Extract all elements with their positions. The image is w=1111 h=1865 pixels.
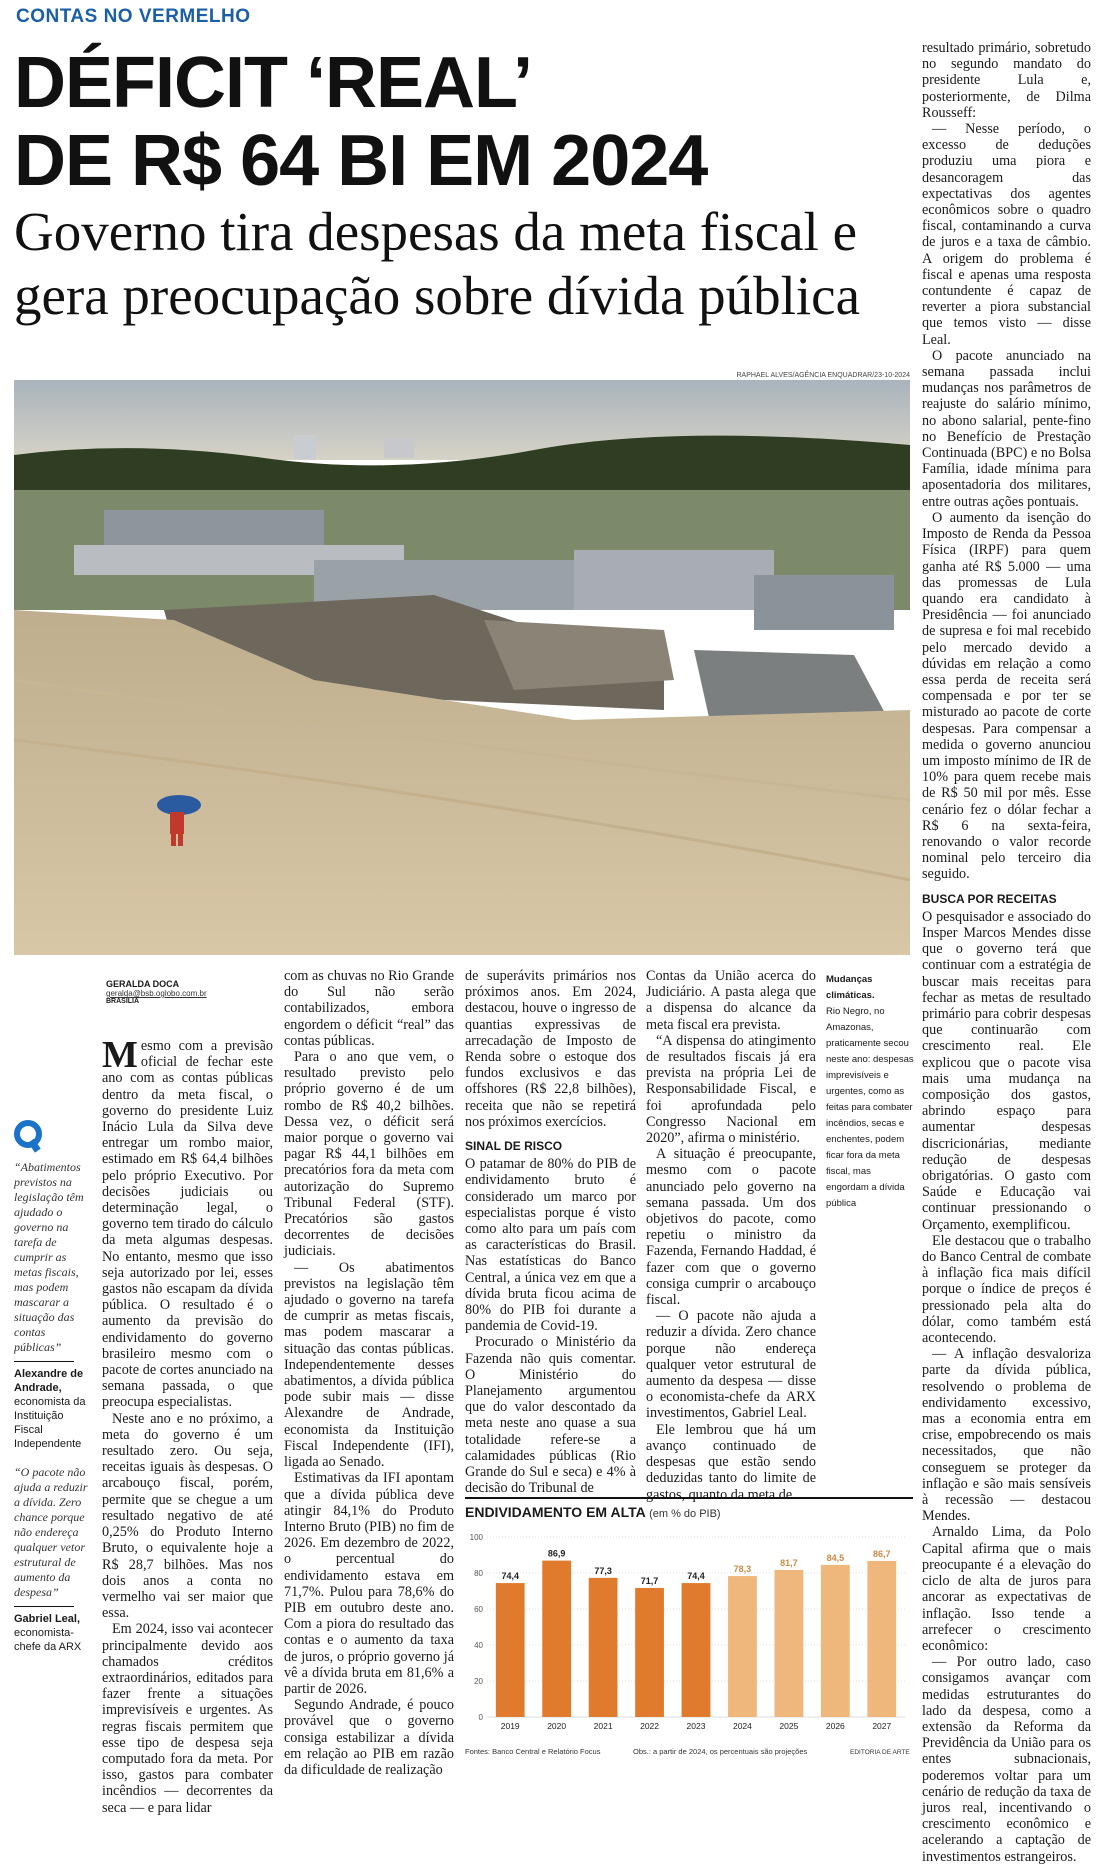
section-heading-busca-por-receitas: BUSCA POR RECEITAS <box>922 891 1057 906</box>
byline-name: GERALDA DOCA <box>106 979 180 989</box>
y-tick-label: 40 <box>474 1641 483 1650</box>
x-tick-label: 2027 <box>872 1721 892 1731</box>
bar-2026 <box>821 1565 850 1717</box>
paragraph: Em 2024, isso vai acontecer principalmente devido aos chamados créditos extraordinários, editados para fazer frente a situações imprevisíveis e urgentes. As regras fiscais permitem que esse tipo de despesa seja computado fora da meta. Por isso, gastos para combater incêndios — decorrentes da seca — e para lidar <box>102 1621 273 1816</box>
paragraph: Mesmo com a previsão oficial de fechar este ano com as contas públicas dentro da meta fiscal, o governo do presidente Luiz Inácio Lula da Silva deve entregar um rombo maior, estimado em R$ 64,4 bilhões pelo próprio Executivo. Por decisões judiciais ou determinação legal, o governo tem tirado do cálculo da meta algumas despesas. No entanto, mesmo que isso seja autorizado por lei, esses gastos não escapam da dívida pública. O resultado é o aumento da previsão do endividamento do governo brasileiro mesmo com o pacote de cortes anunciado na semana passada, o que preocupa especialistas. <box>102 1034 273 1411</box>
y-tick-label: 60 <box>474 1605 483 1614</box>
paragraph: de superávits primários nos próximos anos. Em 2024, destacou, houve o ingresso de quantias expressivas de arrecadação de Imposto de Renda sobre o estoque dos fundos exclusivos e das offshores (R$ 22,8 bilhões), receita que não se repetirá nos próximos exercícios. <box>465 968 636 1130</box>
headline <box>14 44 914 200</box>
paragraph: “A dispensa do atingimento de resultados fiscais já era prevista na própria Lei de Responsabilidade Fiscal, e foi aprofundada pelo Congresso Nacional em 2020”, afirma o ministério. <box>646 1032 816 1147</box>
paragraph: O pesquisador e associado do Insper Marcos Mendes disse que o governo terá que continuar com a estratégia de buscar mais receitas para fechar as metas de resultado primário para cobrir despesas que continuarão com crescimento real. Ele explicou que o pacote visa mais uma mudança na composição dos gastos, abrindo espaço para aumentar despesas discricionárias, mediante redução de despesas obrigatórias. O gasto com Saúde e Educação vai continuar pressionando o Orçamento, exemplificou. <box>922 908 1091 1233</box>
subheadline-line-2: gera preocupação sobre dívida pública <box>14 265 861 326</box>
quote-divider <box>14 1361 74 1362</box>
lead-photo <box>14 380 910 955</box>
bar-2022 <box>635 1588 664 1717</box>
chart-source: Fontes: Banco Central e Relatório Focus <box>465 1747 601 1756</box>
quote-divider <box>14 1606 74 1607</box>
x-tick-label: 2021 <box>593 1721 613 1731</box>
x-tick-label: 2024 <box>732 1721 752 1731</box>
data-label: 78,3 <box>733 1564 752 1575</box>
photo-credit: RAPHAEL ALVES/AGÊNCIA ENQUADRAR/23-10-2024 <box>736 372 910 379</box>
paragraph: Arnaldo Lima, da Polo Capital afirma que o mais preocupante é a elevação do ciclo de alta de juros para ancorar as expectativas de inflação. Isso tende a arrefecer o crescimento econômico: <box>922 1524 1091 1654</box>
data-label: 84,5 <box>826 1552 845 1563</box>
x-tick-label: 2026 <box>825 1721 845 1731</box>
data-label: 86,9 <box>547 1548 566 1559</box>
paragraph: Ele lembrou que há um avanço continuado de despesas que estão sendo deduzidas tanto do limite de gastos, quanto da meta de <box>646 1421 816 1503</box>
paragraph: — Por outro lado, caso consigamos avançar com medidas estruturantes do lado da despesa, como a extensão da Reforma da Previdência da União para os entes subnacionais, poderemos voltar para um cenário de redução da taxa de juros real, incentivando o crescimento econômico e acelerando a captação de investimentos estrangeiros. <box>922 1654 1091 1865</box>
paragraph: com as chuvas no Rio Grande do Sul não serão contabilizados, embora engordem o déficit “real” das contas públicas. <box>284 968 454 1049</box>
headline-line-2: DE R$ 64 BI EM 2024 <box>14 121 708 201</box>
quotes-column <box>14 1120 92 1654</box>
section-heading-sinal-de-risco: SINAL DE RISCO <box>465 1139 563 1154</box>
caption-title: Mudanças climáticas. <box>826 974 875 1001</box>
article-column-1 <box>102 1034 273 1816</box>
debt-chart <box>465 1497 913 1762</box>
paragraph: — O pacote não ajuda a reduzir a dívida. Zero chance porque não endereça qualquer vetor estrutural de aumento da despesa — disse o economista-chefe da ARX investimentos, Gabriel Leal. <box>646 1308 816 1422</box>
paragraph: Estimativas da IFI apontam que a dívida pública deve atingir 84,1% do Produto Interno Bruto (PIB) no fim de 2026. Em dezembro de 2022, o percentual do endividamento estava em 71,7%. Pulou para 78,6% do PIB em outubro deste ano. Com a piora do resultado das contas e o aumento da taxa de juros, o próprio governo já vê a dívida bruta em 81,6% a partir de 2026. <box>284 1470 454 1697</box>
river-photo-illustration <box>14 380 910 955</box>
x-tick-label: 2019 <box>500 1721 520 1731</box>
chart-unit: (em % do PIB) <box>649 1508 721 1520</box>
paragraph: Para o ano que vem, o resultado previsto pelo próprio governo é de um rombo de R$ 40,2 bilhões. Dessa vez, o déficit será maior porque o governo vai pagar R$ 44,1 bilhões em precatórios fora da meta com autorização do Supremo Tribunal Federal (STF). Precatórios são gastos decorrentes de decisões judiciais. <box>284 1049 454 1260</box>
byline-email[interactable]: geralda@bsb.oglobo.com.br <box>106 989 207 998</box>
headline-line-1: DÉFICIT ‘REAL’ <box>14 43 533 123</box>
bar-2024 <box>728 1576 757 1717</box>
paragraph: Segundo Andrade, é pouco provável que o governo consiga estabilizar a dívida em relação ao PIB em razão da dificuldade de realização <box>284 1697 454 1778</box>
bar-2021 <box>589 1578 618 1717</box>
paragraph: — Os abatimentos previstos na legislação têm ajudado o governo na tarefa de cumprir as metas fiscais, mas podem mascarar a situação das contas públicas. Independentemente desses abatimentos, a dívida pública pode subir mais — disse Alexandre de Andrade, economista da Instituição Fiscal Independente (IFI), ligada ao Senado. <box>284 1259 454 1471</box>
photo-caption <box>826 972 916 1212</box>
drop-cap: M <box>102 1034 138 1076</box>
data-label: 74,4 <box>687 1571 705 1582</box>
quote-2-name: Gabriel Leal, <box>14 1613 81 1625</box>
paragraph: O aumento da isenção do Imposto de Renda da Pessoa Física (IRPF) para quem ganha até R$ 5.000 — uma das promessas de Lula quando era candidato à Presidência — foi anunciado de supresa e foi mal recebido pelo mercado devido a dúvidas em relação a como essa perda de receita será compensada e por ter se misturado ao pacote de corte despesas. Para compensar a medida o governo anunciou um imposto mínimo de IR de 10% para quem recebe mais de R$ 50 mil por mês. Esse cenário fez o dólar fechar a R$ 6 na sexta-feira, renovando o valor recorde nominal pelo terceiro dia seguido. <box>922 509 1091 883</box>
subheadline-line-1: Governo tira despesas da meta fiscal e <box>14 201 857 262</box>
x-tick-label: 2020 <box>547 1721 567 1731</box>
paragraph: Neste ano e no próximo, a meta do governo é um resultado zero. Ou seja, receitas iguais às despesas. O arcabouço fiscal, porém, permite que se chegue a um resultado negativo de até 0,25% do Produto Interno Bruto, o equivalente hoje a R$ 28,7 bilhões. Mas nos dois anos a conta no vermelho vai ser maior que essa. <box>102 1410 273 1622</box>
paragraph: Contas da União acerca do Judiciário. A pasta alega que a dispensa do alcance da meta fiscal era prevista. <box>646 968 816 1033</box>
y-tick-label: 100 <box>469 1533 483 1542</box>
y-tick-label: 0 <box>478 1713 483 1722</box>
chart-credit: EDITORIA DE ARTE <box>850 1749 910 1756</box>
byline-city: BRASÍLIA <box>106 998 140 1005</box>
x-tick-label: 2023 <box>686 1721 706 1731</box>
article-column-2 <box>284 968 454 1778</box>
caption-text: Rio Negro, no Amazonas, praticamente secou neste ano: despesas imprevisíveis e urgentes, como as feitas para combater incêndios, secas e enchentes, podem ficar fora da meta fiscal, mas engordam a dívida pública <box>826 1006 914 1209</box>
article-column-4 <box>646 968 816 1503</box>
bar-2025 <box>774 1570 803 1717</box>
chart-plot <box>465 1525 913 1737</box>
chart-note: Obs.: a partir de 2024, os percentuais são projeções <box>633 1747 808 1756</box>
chart-top-rule <box>465 1497 913 1499</box>
quote-q-icon <box>14 1120 44 1154</box>
paragraph: O patamar de 80% do PIB de endividamento bruto é considerado um marco por especialistas porque é visto como alto para um país com as características do Brasil. Nas estatísticas do Banco Central, a única vez em que a dívida bruta ficou acima de 80% do PIB foi durante a pandemia de Covid-19. <box>465 1156 636 1335</box>
y-tick-label: 80 <box>474 1569 483 1578</box>
pull-quote-1: “Abatimentos previstos na legislação têm ajudado o governo na tarefa de cumprir as metas fiscais, mas podem mascarar a situação das contas públicas” <box>14 1160 84 1354</box>
paragraph: Ele destacou que o trabalho do Banco Central de combate à inflação fica mais difícil porque o índice de preços é pressionado pela alta do dólar, como também está acontecendo. <box>922 1232 1091 1347</box>
data-label: 81,7 <box>780 1557 798 1568</box>
byline <box>106 979 276 1005</box>
data-label: 71,7 <box>640 1575 659 1586</box>
quote-1-name: Alexandre de Andrade, <box>14 1368 84 1394</box>
paragraph: A situação é preocupante, mesmo com o pacote anunciado pelo governo na semana passada. Um dos objetivos do pacote, como repetiu o ministro da Fazenda, Fernando Haddad, é fazer com que o governo consiga cumprir o arcabouço fiscal. <box>646 1146 816 1309</box>
paragraph: resultado primário, sobretudo no segundo mandato do presidente Lula e, posteriormente, de Dilma Rousseff: <box>922 40 1091 121</box>
article-column-5 <box>922 40 1091 1865</box>
quote-1-role: economista da Instituição Fiscal Independente <box>14 1396 86 1450</box>
article-column-3 <box>465 968 636 1497</box>
data-label: 77,3 <box>594 1565 612 1576</box>
x-tick-label: 2025 <box>779 1721 799 1731</box>
paragraph: — A inflação desvaloriza parte da dívida pública, resolvendo o problema de endividamento excessivo, mas a economia entra em crise, empobrecendo os mais necessitados, que não conseguem se proteger da inflação e são mais sensíveis à recessão — destacou Mendes. <box>922 1346 1091 1525</box>
bar-2027 <box>867 1561 896 1717</box>
x-tick-label: 2022 <box>640 1721 660 1731</box>
chart-title: ENDIVIDAMENTO EM ALTA (em % do PIB) <box>465 1504 721 1520</box>
bar-2019 <box>496 1583 525 1717</box>
subheadline <box>14 200 914 328</box>
bar-2020 <box>542 1561 571 1717</box>
data-label: 86,7 <box>873 1548 891 1559</box>
data-label: 74,4 <box>501 1571 519 1582</box>
quote-2-role: economista-chefe da ARX <box>14 1627 82 1653</box>
pull-quote-2: “O pacote não ajuda a reduzir a dívida. Zero chance porque não endereça qualquer vetor estrutural de aumento da despesa” <box>14 1465 88 1599</box>
paragraph: Procurado o Ministério da Fazenda não quis comentar. O Ministério do Planejamento argumentou que do valor descontado da meta neste ano quase a sua totalidade refere-se a calamidades públicas (Rio Grande do Sul e seca) e 4% à decisão do Tribunal de <box>465 1334 636 1497</box>
y-tick-label: 20 <box>474 1677 483 1686</box>
section-kicker: CONTAS NO VERMELHO <box>16 6 251 27</box>
paragraph: — Nesse período, o excesso de deduções produziu uma piora e desancoragem das expectativas dos agentes econômicos sobre o quadro fiscal, contaminando a curva de juros e a taxa de câmbio. A origem do problema é fiscal e apenas uma resposta contundente é capaz de reverter a piora substancial que temos visto — disse Leal. <box>922 121 1091 348</box>
bar-2023 <box>682 1583 711 1717</box>
paragraph: O pacote anunciado na semana passada inclui mudanças nos parâmetros de reajuste do salário mínimo, no abono salarial, pente-fino no Benefício de Prestação Continuada (BPC) e no Bolsa Família, idade mínima para aposentadoria dos militares, entre outras ações pontuais. <box>922 347 1091 510</box>
